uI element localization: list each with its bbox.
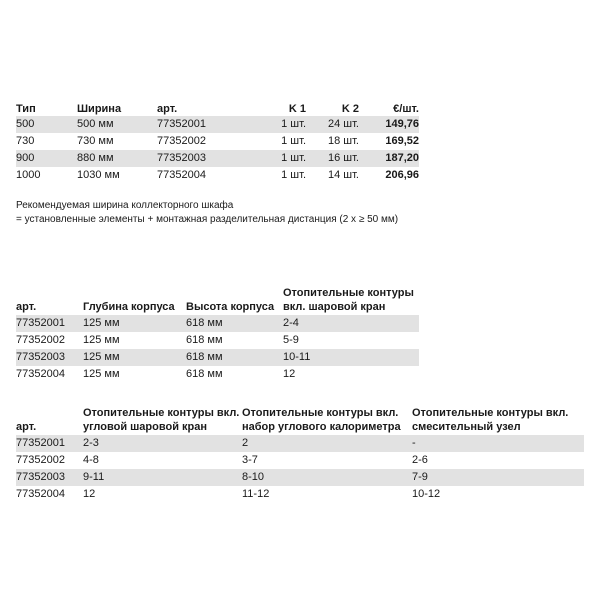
cell-article: 77352001: [16, 315, 83, 332]
cell-k1: 1 шт.: [281, 135, 306, 147]
header-circuits-mixing-unit: Отопительные контуры вкл. смесительный узел: [412, 407, 569, 433]
cell-depth: 125 мм: [83, 315, 186, 332]
header-type: Тип: [16, 103, 36, 115]
note-line-2: = установленные элементы + монтажная разделительная дистанция (2 x ≥ 50 мм): [16, 214, 399, 225]
table-row: [16, 150, 419, 167]
header-k1: K 1: [288, 103, 306, 115]
cell-mixing-unit: 7-9: [412, 469, 584, 486]
cell-k2: 14 шт.: [328, 169, 359, 181]
cell-k2: 18 шт.: [328, 135, 359, 147]
header-width: Ширина: [77, 103, 122, 115]
table-row: [16, 332, 419, 349]
cell-circuits: 5-9: [283, 334, 299, 346]
price-table: [16, 99, 419, 184]
cell-angle-valve: 2-3: [83, 435, 242, 452]
table-header-row: [16, 283, 419, 315]
cell-depth: 125 мм: [83, 349, 186, 366]
cell-calorimeter: 8-10: [242, 469, 412, 486]
header-circuits-angle-valve: Отопительные контуры вкл. угловой шаровой кран: [83, 407, 240, 433]
cell-width: 1030 мм: [77, 169, 120, 181]
header-price: €/шт.: [393, 103, 419, 115]
table-row: [16, 469, 584, 486]
cell-k2: 24 шт.: [306, 116, 359, 133]
cell-article: 77352001: [16, 435, 83, 452]
table-row: [16, 116, 419, 133]
cell-article: 77352001: [157, 116, 245, 133]
table-header-row: [16, 401, 584, 435]
cell-price: 169,52: [385, 135, 419, 147]
header-circuits-ball-valve: Отопительные контуры вкл. шаровой кран: [283, 287, 414, 313]
table-row: [16, 133, 419, 150]
cell-k2: 16 шт.: [306, 150, 359, 167]
cell-angle-valve: 12: [83, 488, 96, 500]
cell-price: 149,76: [359, 116, 419, 133]
table-row: [16, 315, 419, 332]
cell-article: 77352004: [16, 368, 65, 380]
cell-mixing-unit: 2-6: [412, 454, 428, 466]
table-row: [16, 167, 419, 184]
cell-depth: 125 мм: [83, 334, 120, 346]
cell-depth: 125 мм: [83, 368, 120, 380]
cell-calorimeter: 11-12: [242, 488, 270, 500]
cell-height: 618 мм: [186, 315, 283, 332]
header-circuits-calorimeter: Отопительные контуры вкл. набор углового калориметра: [242, 407, 401, 433]
cell-circuits: 10-11: [283, 349, 419, 366]
table-row: [16, 435, 584, 452]
cell-angle-valve: 9-11: [83, 469, 242, 486]
table-row: [16, 366, 419, 383]
cell-width: 730 мм: [77, 135, 114, 147]
cell-mixing-unit: 10-12: [412, 488, 441, 500]
cell-mixing-unit: -: [412, 435, 584, 452]
cell-circuits: 12: [283, 368, 296, 380]
cell-width: 500 мм: [77, 116, 157, 133]
cell-height: 618 мм: [186, 334, 223, 346]
cell-article: 77352003: [16, 469, 83, 486]
cell-article: 77352002: [16, 454, 65, 466]
cell-price: 187,20: [359, 150, 419, 167]
cell-article: 77352002: [157, 135, 206, 147]
cell-type: 730: [16, 135, 35, 147]
cell-circuits: 2-4: [283, 315, 419, 332]
header-k2: K 2: [341, 103, 359, 115]
cell-type: 1000: [16, 169, 41, 181]
header-height: Высота корпуса: [186, 301, 275, 313]
dimensions-table: [16, 283, 419, 383]
header-article: арт.: [16, 421, 37, 433]
cell-calorimeter: 2: [242, 435, 412, 452]
cell-type: 900: [16, 150, 77, 167]
cell-article: 77352003: [157, 150, 245, 167]
header-article: арт.: [157, 103, 178, 115]
table-header-row: [16, 99, 419, 116]
cell-height: 618 мм: [186, 368, 223, 380]
cell-article: 77352003: [16, 349, 83, 366]
cell-height: 618 мм: [186, 349, 283, 366]
cell-price: 206,96: [385, 169, 419, 181]
cell-k1: 1 шт.: [245, 150, 306, 167]
header-depth: Глубина корпуса: [83, 301, 175, 313]
cell-angle-valve: 4-8: [83, 454, 99, 466]
cell-k1: 1 шт.: [245, 116, 306, 133]
circuits-table: [16, 401, 584, 503]
note-line-1: Рекомендуемая ширина коллекторного шкафа: [16, 200, 234, 211]
cell-article: 77352004: [16, 488, 65, 500]
cell-calorimeter: 3-7: [242, 454, 258, 466]
width-note: [16, 199, 398, 227]
cell-width: 880 мм: [77, 150, 157, 167]
cell-article: 77352002: [16, 334, 65, 346]
cell-k1: 1 шт.: [281, 169, 306, 181]
header-article: арт.: [16, 301, 37, 313]
cell-article: 77352004: [157, 169, 206, 181]
table-row: [16, 486, 584, 503]
table-row: [16, 349, 419, 366]
cell-type: 500: [16, 116, 77, 133]
table-row: [16, 452, 584, 469]
